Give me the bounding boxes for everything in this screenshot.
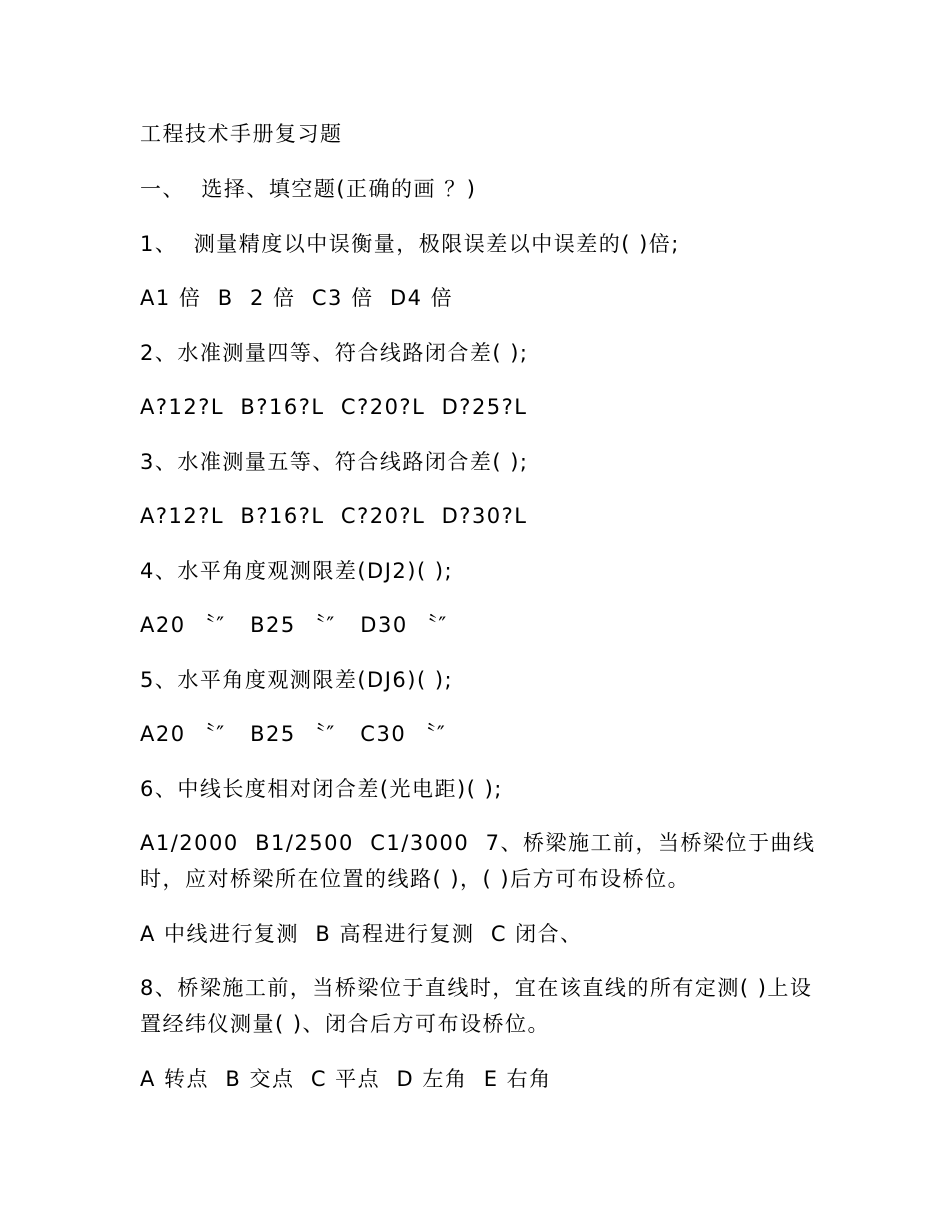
question-8-options: A 转点 B 交点 C 平点 D 左角 E 右角	[140, 1067, 552, 1091]
question-2-options: A?12?L B?16?L C?20?L D?25?L	[140, 395, 528, 419]
document-title: 工程技术手册复习题	[140, 122, 343, 146]
question-7-options: A 中线进行复测 B 高程进行复测 C 闭合、	[140, 922, 583, 946]
question-8: 8、桥梁施工前，当桥梁位于直线时，宜在该直线的所有定测( )上设置经纬仪测量( )、闭合后方可布设桥位。	[140, 976, 813, 1036]
question-5: 5、水平角度观测限差(DJ6)( );	[140, 668, 454, 692]
question-4-options: A20 〝″ B25 〝″ D30 〝″	[140, 613, 448, 637]
question-2: 2、水准测量四等、符合线路闭合差( );	[140, 341, 529, 365]
question-3-options: A?12?L B?16?L C?20?L D?30?L	[140, 504, 528, 528]
question-4: 4、水平角度观测限差(DJ2)( );	[140, 559, 454, 583]
question-1: 1、 测量精度以中误衡量，极限误差以中误差的( )倍;	[140, 232, 680, 256]
question-3: 3、水准测量五等、符合线路闭合差( );	[140, 450, 529, 474]
question-5-options: A20 〝″ B25 〝″ C30 〝″	[140, 722, 447, 746]
section-heading: 一、 选择、填空题(正确的画 ？)	[140, 177, 477, 201]
question-6: 6、中线长度相对闭合差(光电距)( );	[140, 777, 503, 801]
question-1-options: A1 倍 B 2 倍 C3 倍 D4 倍	[140, 286, 454, 310]
question-6-options-and-question-7: A1/2000 B1/2500 C1/3000 7、桥梁施工前，当桥梁位于曲线时，应对桥梁所在位置的线路( )，( )后方可布设桥位。	[140, 831, 816, 891]
